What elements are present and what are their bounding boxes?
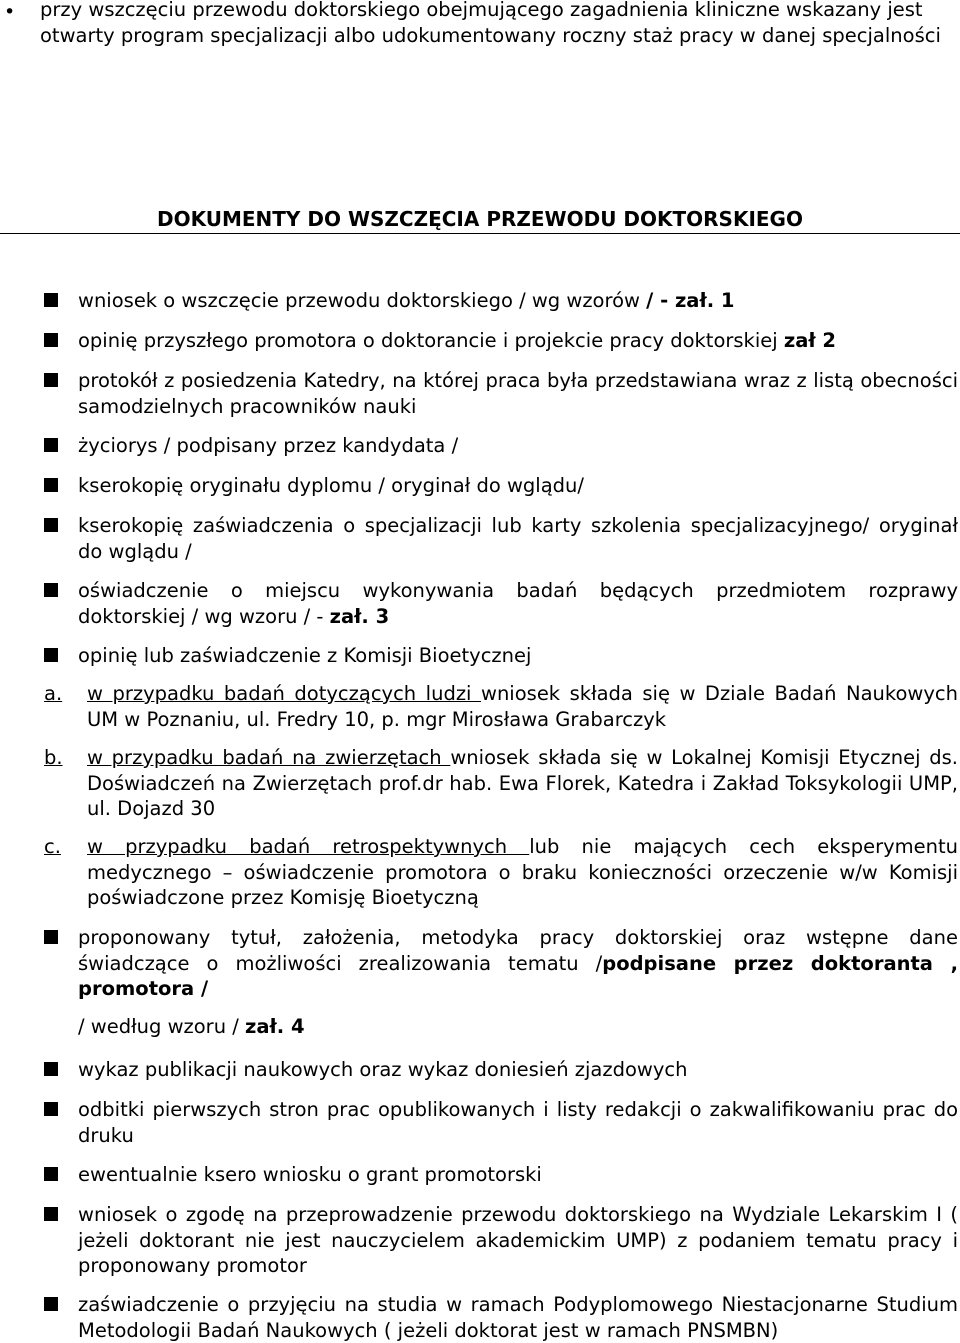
sub-item-marker: a. bbox=[44, 682, 63, 705]
square-bullet-icon bbox=[44, 583, 58, 597]
square-bullet-icon bbox=[44, 478, 58, 492]
intro-text: przy wszczęciu przewodu doktorskiego obejmującego zagadnienia kliniczne wskazany jest otwarty program specjalizacji albo udokumentowany roczny staż pracy w danej specjalności bbox=[40, 0, 941, 47]
square-bullet-icon bbox=[44, 1297, 58, 1311]
list-item-text: protokół z posiedzenia Katedry, na której praca była przedstawiana wraz z listą obecności samodzielnych pracowników nauki bbox=[78, 369, 958, 418]
bullet-dot-icon: • bbox=[4, 1, 16, 23]
square-bullet-icon bbox=[44, 1102, 58, 1116]
list-item-continuation: / według wzoru / zał. 4 bbox=[78, 1015, 305, 1038]
sub-item-marker: c. bbox=[44, 835, 61, 858]
list-item-text: proponowany tytuł, założenia, metodyka pracy doktorskiej oraz wstępne dane świadczące o możliwości zrealizowania tematu /podpisane przez doktoranta , promotora / bbox=[78, 926, 958, 1000]
list-item-text: oświadczenie o miejscu wykonywania badań będących przedmiotem rozprawy doktorskiej / wg wzoru / - zał. 3 bbox=[78, 579, 958, 628]
square-bullet-icon bbox=[44, 648, 58, 662]
list-item bbox=[44, 1057, 958, 1083]
sub-item-a bbox=[44, 681, 958, 732]
sub-item-marker: b. bbox=[44, 746, 63, 769]
square-bullet-icon bbox=[44, 373, 58, 387]
list-item bbox=[44, 643, 958, 669]
list-item bbox=[44, 1202, 958, 1279]
square-bullet-icon bbox=[44, 1062, 58, 1076]
heading-divider bbox=[0, 233, 960, 234]
list-item bbox=[44, 1162, 958, 1188]
list-item-text: wniosek o wszczęcie przewodu doktorskiego / wg wzorów / - zał. 1 bbox=[78, 289, 735, 312]
list-item-text: ewentualnie ksero wniosku o grant promotorski bbox=[78, 1163, 542, 1186]
list-item bbox=[44, 925, 958, 1002]
list-item-text: kserokopię zaświadczenia o specjalizacji lub karty szkolenia specjalizacyjnego/ oryginał do wglądu / bbox=[78, 514, 958, 563]
sub-item-b bbox=[44, 745, 958, 822]
square-bullet-icon bbox=[44, 518, 58, 532]
list-item bbox=[44, 578, 958, 629]
list-item-text: kserokopię oryginału dyplomu / oryginał do wglądu/ bbox=[78, 474, 584, 497]
section-heading: DOKUMENTY DO WSZCZĘCIA PRZEWODU DOKTORSKIEGO bbox=[157, 207, 803, 231]
sub-item-c bbox=[44, 834, 958, 911]
list-item bbox=[44, 433, 958, 459]
square-bullet-icon bbox=[44, 438, 58, 452]
list-item-text: odbitki pierwszych stron prac opublikowanych i listy redakcji o zakwalifikowaniu prac do druku bbox=[78, 1098, 958, 1147]
list-item-text: życiorys / podpisany przez kandydata / bbox=[78, 434, 459, 457]
list-item bbox=[44, 368, 958, 419]
sub-item-text: w przypadku badań na zwierzętach wniosek składa się w Lokalnej Komisji Etycznej ds. Doświadczeń na Zwierzętach prof.dr hab. Ewa Florek, Katedra i Zakład Toksykologii UMP, ul. Dojazd 30 bbox=[87, 746, 958, 820]
square-bullet-icon bbox=[44, 333, 58, 347]
list-item bbox=[44, 473, 958, 499]
list-item-text: opinię lub zaświadczenie z Komisji Bioetycznej bbox=[78, 644, 532, 667]
square-bullet-icon bbox=[44, 1207, 58, 1221]
square-bullet-icon bbox=[44, 930, 58, 944]
square-bullet-icon bbox=[44, 1167, 58, 1181]
list-item-text: wniosek o zgodę na przeprowadzenie przewodu doktorskiego na Wydziale Lekarskim I ( jeżeli doktorant nie jest nauczycielem akademickim UMP) z podaniem tematu pracy i proponowany promotor bbox=[78, 1203, 958, 1277]
list-item-text: zaświadczenie o przyjęciu na studia w ramach Podyplomowego Niestacjonarne Studium Metodologii Badań Naukowych ( jeżeli doktorat jest w ramach PNSMBN) bbox=[78, 1293, 958, 1342]
list-item bbox=[44, 288, 958, 314]
list-item bbox=[44, 1292, 958, 1343]
sub-item-text: w przypadku badań retrospektywnych lub nie mających cech eksperymentu medycznego – oświadczenie promotora o braku konieczności orzeczenie w/w Komisji poświadczone przez Komisję Bioetyczną bbox=[87, 835, 958, 909]
list-item-text: opinię przyszłego promotora o doktorancie i projekcie pracy doktorskiej zał 2 bbox=[78, 329, 836, 352]
square-bullet-icon bbox=[44, 293, 58, 307]
list-item bbox=[44, 1097, 958, 1148]
list-item bbox=[44, 328, 958, 354]
list-item-text: wykaz publikacji naukowych oraz wykaz doniesień zjazdowych bbox=[78, 1058, 688, 1081]
list-item bbox=[44, 513, 958, 564]
sub-item-text: w przypadku badań dotyczących ludzi wniosek składa się w Dziale Badań Naukowych UM w Poznaniu, ul. Fredry 10, p. mgr Mirosława Grabarczyk bbox=[87, 682, 958, 731]
